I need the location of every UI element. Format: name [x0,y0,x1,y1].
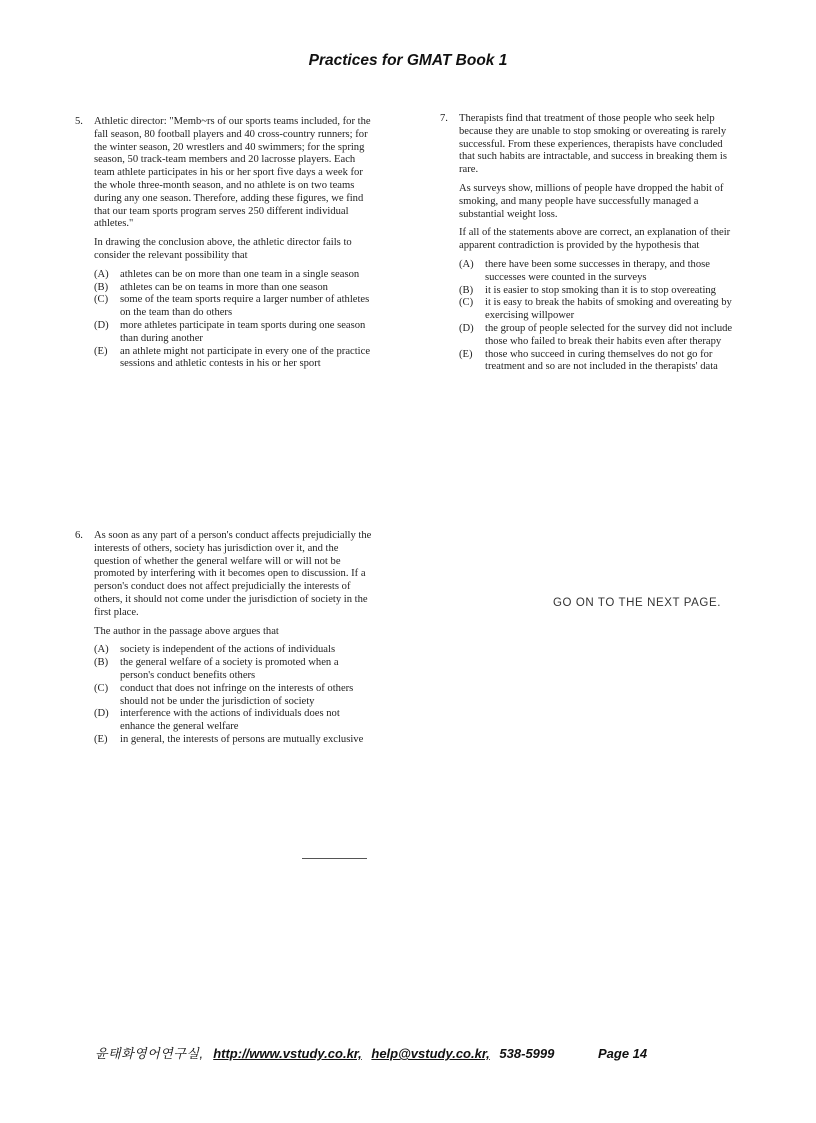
footer-email-link[interactable]: help@vstudy.co.kr, [371,1046,490,1061]
answer-option-b: (B) it is easier to stop smoking than it is to stop overeating [459,284,716,296]
question-7 [440,113,740,374]
question-stimulus: Therapists find that treatment of those people who seek help because they are unable to stop smoking or overeating is rarely successful. From these experiences, therapists have concluded that such habits are intractable, and success in breaking them is rare. [459,113,727,176]
answer-option-a: (A) athletes can be on more than one team in a single season [94,268,360,280]
question-number: 5. [75,116,83,127]
question-stem: If all of the statements above are correct, an explanation of their apparent contradiction is provided by the hypothesis that [459,227,731,252]
page-number: Page 14 [598,1046,648,1061]
answer-options [94,644,375,746]
answer-option-c: (C) it is easy to break the habits of smoking and overeating by exercising willpower [459,297,732,322]
answer-options [459,259,740,374]
answer-option-e: (E) an athlete might not participate in every one of the practice sessions and athletic contests in his or her sport [94,345,371,370]
page-title: Practices for GMAT Book 1 [308,52,508,69]
answer-option-e: (E) those who succeed in curing themselves do not go for treatment and so are not included in the therapists' data [459,348,718,373]
answer-option-d: (D) the group of people selected for the survey did not include those who failed to break their habits even after therapy [459,322,733,347]
answer-option-b: (B) athletes can be on teams in more than one season [94,281,328,293]
answer-option-c: (C) some of the team sports require a larger number of athletes on the team than do others [94,294,370,319]
question-stimulus-continued: As surveys show, millions of people have dropped the habit of smoking, and many people have successfully managed a substantial weight loss. [459,182,724,220]
answer-option-a: (A) society is independent of the actions of individuals [94,644,336,656]
page-footer [95,1043,653,1062]
answer-option-d: (D) more athletes participate in team sports during one season than during another [94,319,366,344]
question-5 [75,116,375,371]
answer-option-c: (C) conduct that does not infringe on the interests of others should not be under the jurisdiction of society [94,682,354,707]
footer-phone: 538-5999 [499,1046,555,1061]
section-end-rule [302,858,367,859]
answer-option-b: (B) the general welfare of a society is promoted when a person's conduct benefits others [94,657,339,681]
question-6 [75,530,375,747]
question-stimulus: Athletic director: "Memb~rs of our sports teams included, for the fall season, 80 football players and 40 cross-country runners; for the winter season, 20 wrestlers and 40 swimmers; for the spring season, 50 track-team members and 20 lacrosse players. Each team athlete participates in his or her sport five days a week for the whole three-month season, and no athlete is on two teams during any one season. Therefore, adding these figures, we find that our team sports program serves 250 different individual athletes." [94,116,371,230]
go-on-notice: GO ON TO THE NEXT PAGE. [553,597,722,609]
answer-option-a: (A) there have been some successes in therapy, and those successes were counted in the surveys [459,258,710,283]
question-number: 7. [440,113,448,124]
question-stem: The author in the passage above argues that [94,625,279,637]
question-number: 6. [75,530,83,541]
answer-option-e: (E) in general, the interests of persons are mutually exclusive [94,733,364,745]
question-stimulus: As soon as any part of a person's conduct affects prejudicially the interests of others, society has jurisdiction over it, and the question of whether the general welfare will or will not be promoted by interfering with it becomes open to discussion. If a person's conduct does not affect prejudicially the interests of others, it should not come under the jurisdiction of society in the first place. [94,530,372,618]
footer-website-link[interactable]: http://www.vstudy.co.kr, [213,1046,362,1061]
question-stem: In drawing the conclusion above, the athletic director fails to consider the relevant possibility that [94,237,352,261]
answer-option-d: (D) interference with the actions of individuals does not enhance the general welfare [94,708,340,733]
answer-options [94,269,375,371]
footer-publisher: 윤태화영어연구실, [95,1046,204,1061]
